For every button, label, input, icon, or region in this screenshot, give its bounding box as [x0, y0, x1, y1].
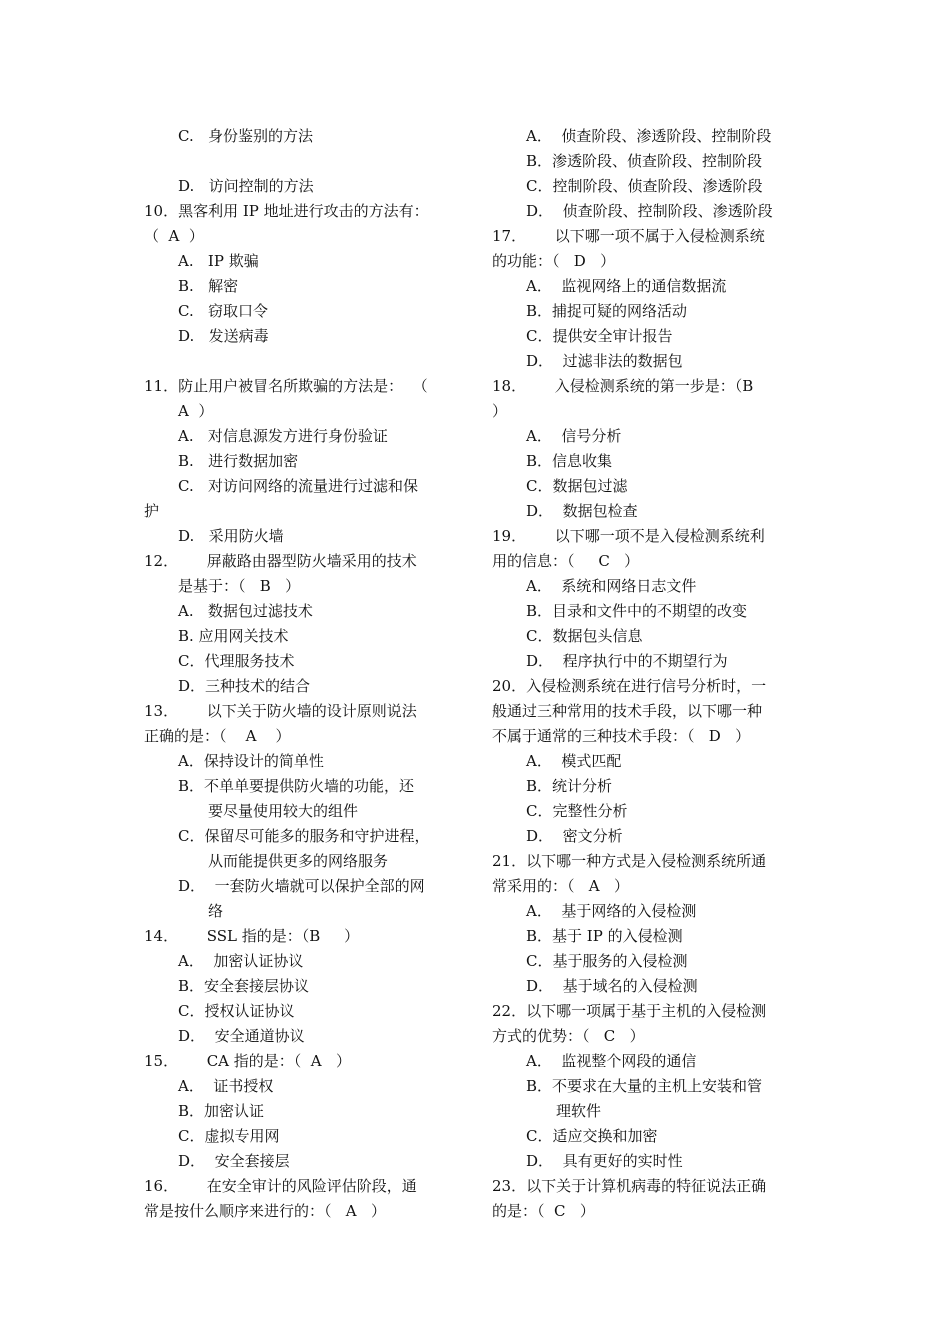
text-line: 10．黑客利用 IP 地址进行攻击的方法有：: [144, 202, 429, 220]
text-line: C．保留尽可能多的服务和守护进程，: [178, 827, 430, 845]
text-line: A. 数据包过滤技术: [178, 602, 313, 620]
text-line: 19． 以下哪一项不是入侵检测系统利: [492, 527, 765, 545]
text-line: C．控制阶段、侦查阶段、渗透阶段: [526, 177, 763, 195]
text-line: D． 程序执行中的不期望行为: [526, 652, 728, 670]
text-line: B．不单单要提供防火墙的功能，还: [178, 777, 415, 795]
text-line: D． 一套防火墙就可以保护全部的网: [178, 877, 425, 895]
text-line: 络: [208, 902, 224, 920]
text-line: A． 监视整个网段的通信: [526, 1052, 697, 1070]
text-line: D． 过滤非法的数据包: [526, 352, 683, 370]
text-line: 16． 在安全审计的风险评估阶段，通: [144, 1177, 417, 1195]
text-line: D． 数据包检查: [526, 502, 638, 520]
text-line: 20．入侵检测系统在进行信号分析时，一: [492, 677, 767, 695]
text-line: 用的信息：（ C ）: [492, 552, 640, 570]
text-line: C．提供安全审计报告: [526, 327, 673, 345]
text-line: B．统计分析: [526, 777, 613, 795]
text-line: A. 对信息源发方进行身份验证: [178, 427, 388, 445]
text-line: 常采用的：（ A ）: [492, 877, 629, 895]
text-line: 护: [144, 502, 160, 520]
blank-line: [144, 149, 464, 174]
text-line: 13． 以下关于防火墙的设计原则说法: [144, 702, 417, 720]
text-line: B．不要求在大量的主机上安装和管: [526, 1077, 763, 1095]
text-line: B．信息收集: [526, 452, 613, 470]
text-line: B．渗透阶段、侦查阶段、控制阶段: [526, 152, 763, 170]
text-line: A．保持设计的简单性: [178, 752, 324, 770]
text-line: C．数据包头信息: [526, 627, 643, 645]
text-line: D． 具有更好的实时性: [526, 1152, 683, 1170]
text-line: A． 证书授权: [178, 1077, 274, 1095]
text-line: C．代理服务技术: [178, 652, 295, 670]
text-line: D． 基于域名的入侵检测: [526, 977, 698, 995]
text-line: 14． SSL 指的是：（B ）: [144, 927, 360, 945]
text-line: A． 信号分析: [526, 427, 622, 445]
text-line: 从而能提供更多的网络服务: [208, 852, 389, 870]
text-line: 常是按什么顺序来进行的：（ A ）: [144, 1202, 386, 1220]
text-line: C. 对访问网络的流量进行过滤和保: [178, 477, 419, 495]
text-line: C．基于服务的入侵检测: [526, 952, 688, 970]
text-line: B．捕捉可疑的网络活动: [526, 302, 688, 320]
text-line: 22．以下哪一项属于基于主机的入侵检测: [492, 1002, 767, 1020]
text-line: A． 模式匹配: [526, 752, 622, 770]
text-line: B. 应用网关技术: [178, 627, 289, 645]
text-line: 理软件: [556, 1102, 602, 1120]
text-line: 方式的优势：（ C ）: [492, 1027, 645, 1045]
text-line: 17． 以下哪一项不属于入侵检测系统: [492, 227, 765, 245]
text-line: D. 采用防火墙: [178, 527, 284, 545]
text-line: B．基于 IP 的入侵检测: [526, 927, 683, 945]
text-line: B. 进行数据加密: [178, 452, 299, 470]
text-line: B．安全套接层协议: [178, 977, 310, 995]
text-line: B．加密认证: [178, 1102, 265, 1120]
text-line: A． 侦查阶段、渗透阶段、控制阶段: [526, 127, 772, 145]
text-line: 正确的是：（ A ）: [144, 727, 291, 745]
text-line: A． 监视网络上的通信数据流: [526, 277, 727, 295]
text-line: C. 窃取口令: [178, 302, 269, 320]
text-line: D． 安全套接层: [178, 1152, 290, 1170]
text-line: 是基于：（ B ）: [178, 577, 301, 595]
text-line: C．授权认证协议: [178, 1002, 295, 1020]
text-line: 11．防止用户被冒名所欺骗的方法是： （: [144, 377, 428, 395]
text-line: 的功能：（ D ）: [492, 252, 616, 270]
blank-line: [144, 349, 464, 374]
text-line: D. 发送病毒: [178, 327, 269, 345]
text-line: A． 基于网络的入侵检测: [526, 902, 697, 920]
text-line: B. 解密: [178, 277, 239, 295]
text-line: C．适应交换和加密: [526, 1127, 658, 1145]
text-line: B．目录和文件中的不期望的改变: [526, 602, 748, 620]
text-line: 15． CA 指的是：（ A ）: [144, 1052, 351, 1070]
text-line: 21．以下哪一种方式是入侵检测系统所通: [492, 852, 767, 870]
text-line: 23．以下关于计算机病毒的特征说法正确: [492, 1177, 767, 1195]
text-line: 要尽量使用较大的组件: [208, 802, 359, 820]
right-column: [492, 124, 812, 1224]
text-line: 12． 屏蔽路由器型防火墙采用的技术: [144, 552, 417, 570]
text-line: C．完整性分析: [526, 802, 628, 820]
text-line: A． 系统和网络日志文件: [526, 577, 697, 595]
text-line: D． 侦查阶段、控制阶段、渗透阶段: [526, 202, 773, 220]
text-line: D． 安全通道协议: [178, 1027, 305, 1045]
text-line: 不属于通常的三种技术手段：（ D ）: [492, 727, 751, 745]
text-line: D. 访问控制的方法: [178, 177, 314, 195]
text-line: A ）: [178, 402, 214, 420]
left-column: [144, 124, 464, 1224]
text-line: D．三种技术的结合: [178, 677, 311, 695]
text-line: A. IP 欺骗: [178, 252, 259, 270]
text-line: D． 密文分析: [526, 827, 623, 845]
text-line: 18． 入侵检测系统的第一步是：（B: [492, 377, 754, 395]
text-line: 般通过三种常用的技术手段，以下哪一种: [492, 702, 763, 720]
text-line: ）: [492, 402, 508, 420]
text-line: 的是：（ C ）: [492, 1202, 595, 1220]
text-line: （ A ）: [144, 227, 204, 245]
text-line: A． 加密认证协议: [178, 952, 304, 970]
text-line: C. 身份鉴别的方法: [178, 127, 314, 145]
text-line: C．虚拟专用网: [178, 1127, 280, 1145]
text-line: C．数据包过滤: [526, 477, 628, 495]
